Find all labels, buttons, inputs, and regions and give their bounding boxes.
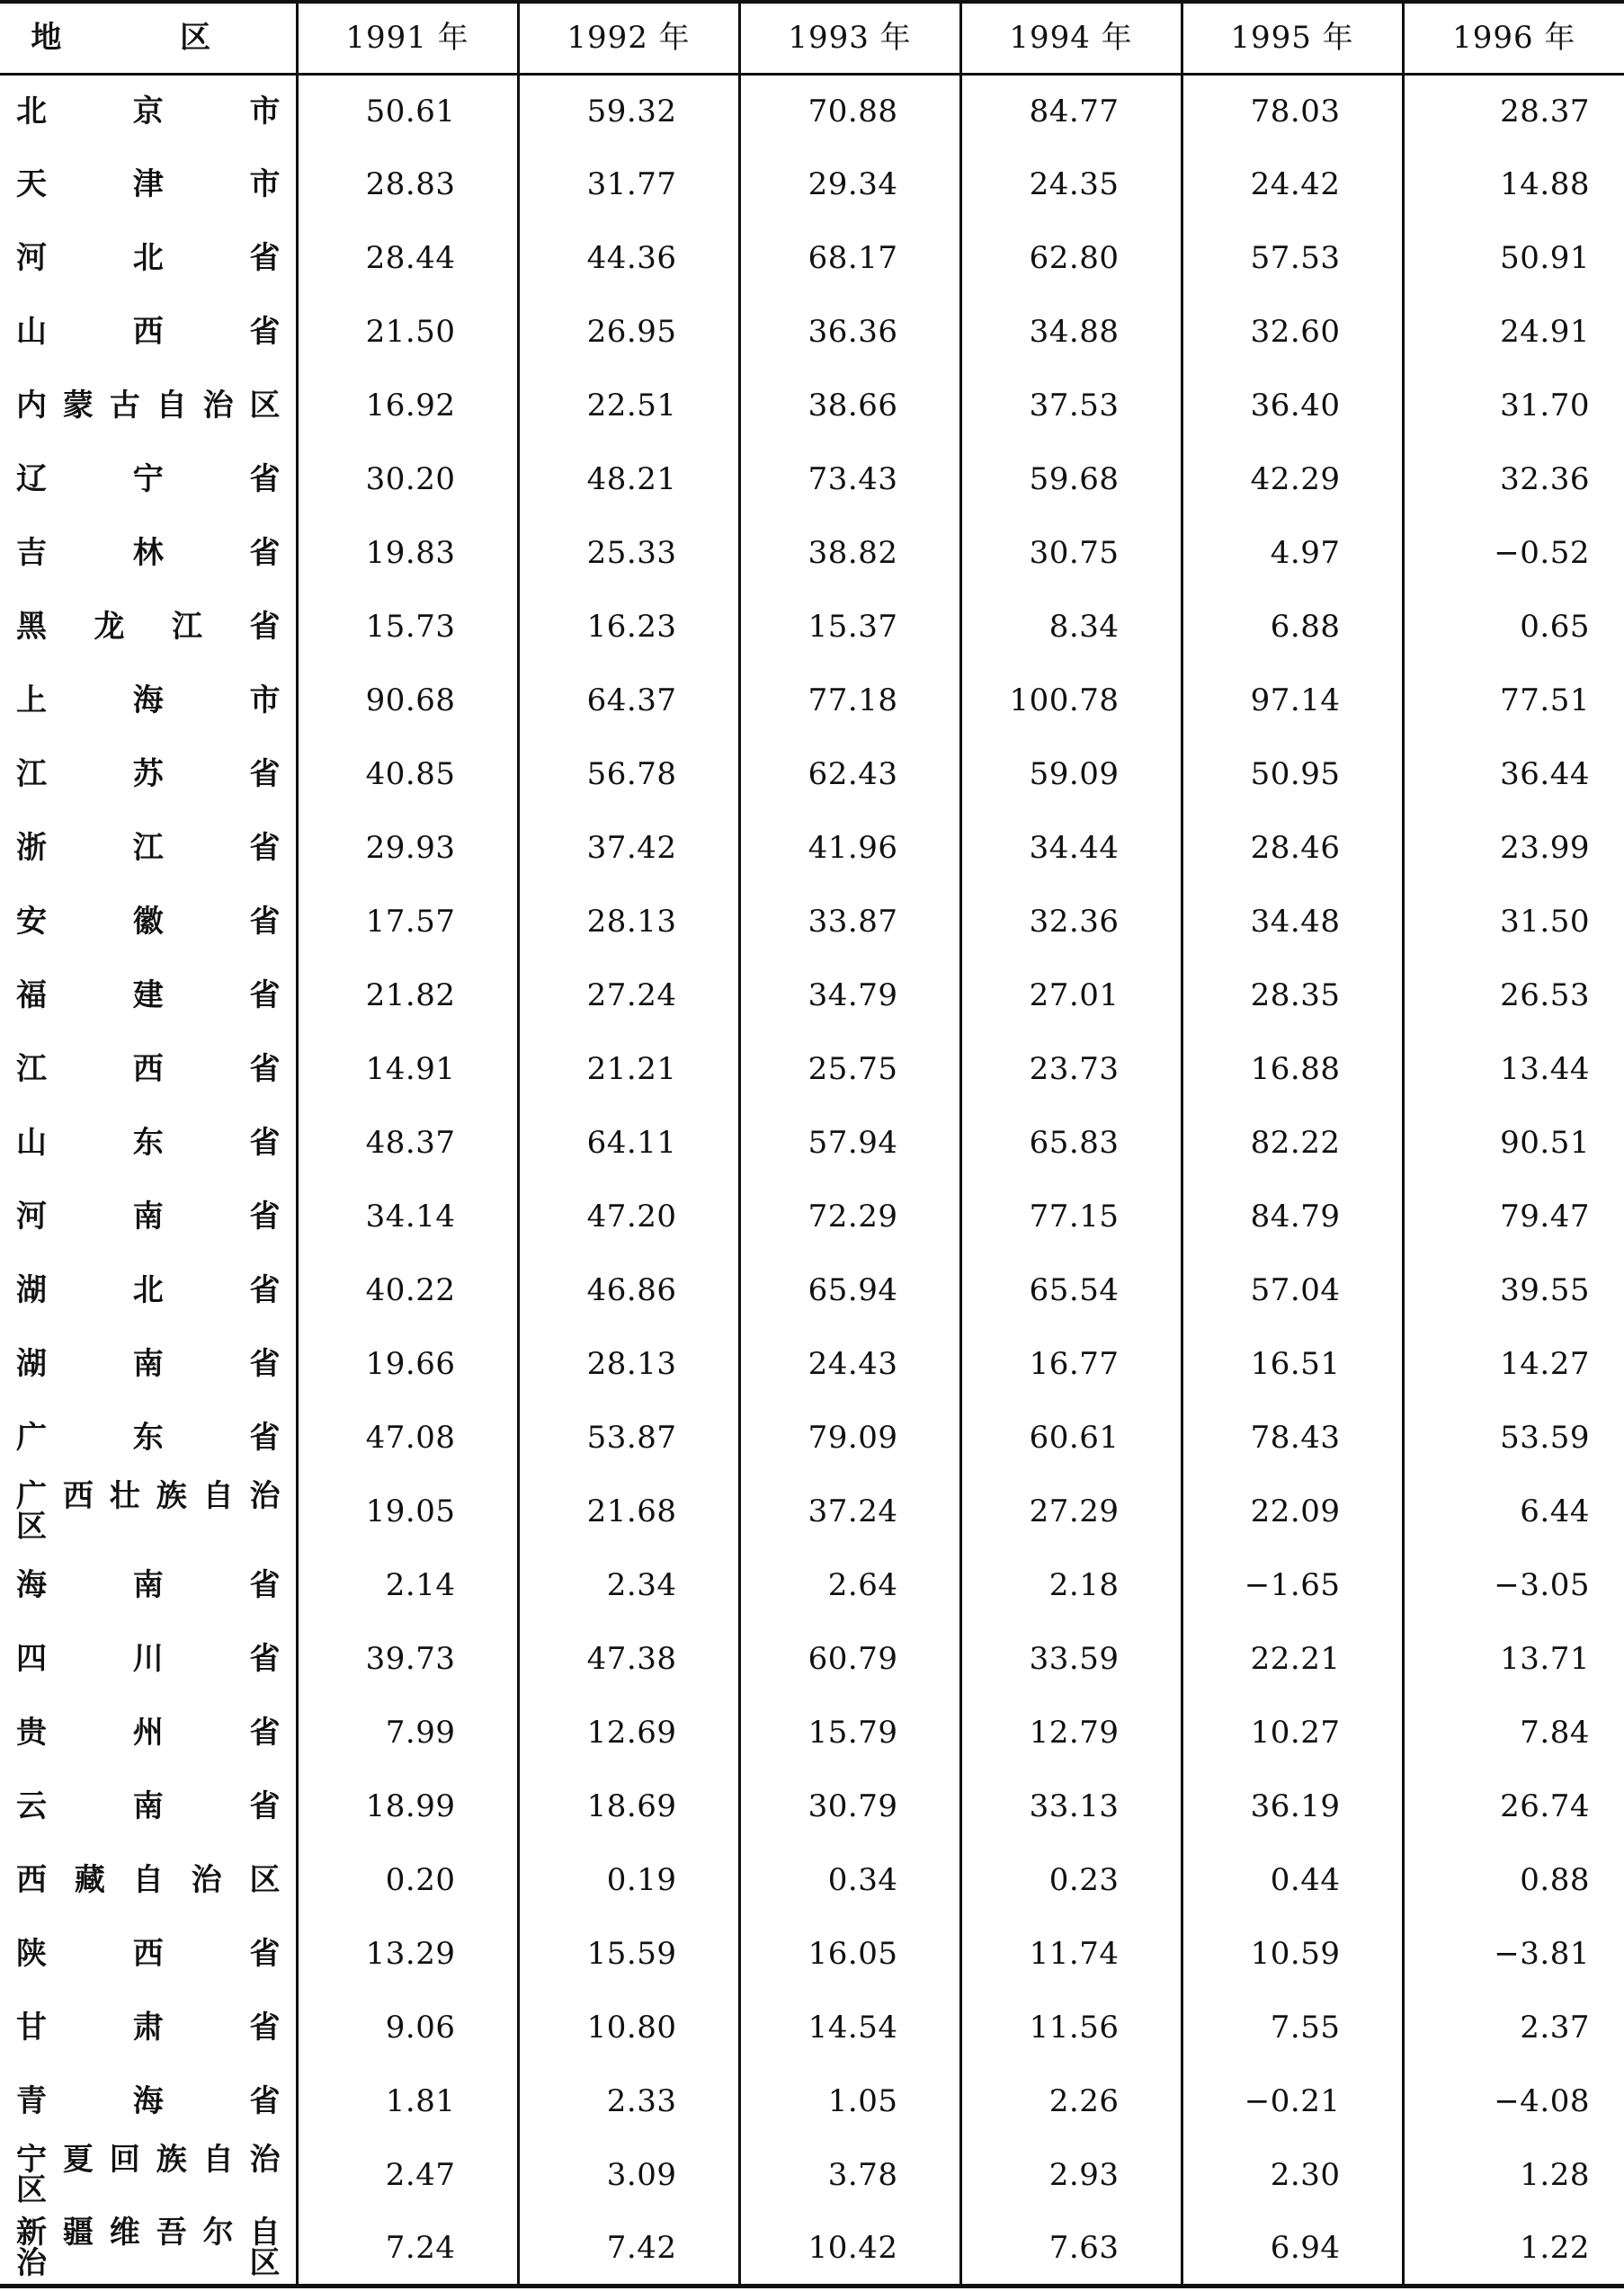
table-header [0,2,1624,74]
region-name: 青 海 省 [16,2083,281,2119]
value-cell: 19.66 [297,1327,518,1401]
column-header-label: 1996 年 [1452,20,1576,57]
header-row [0,2,1624,74]
value-cell: 15.59 [518,1917,739,1991]
value-cell: 16.92 [297,369,518,442]
value-cell: −3.81 [1403,1917,1624,1991]
region-cell [0,147,297,221]
table-row [0,1843,1624,1917]
value-cell: 77.18 [739,664,960,737]
region-name: 宁 夏 回 族 自 治 区 [16,2142,281,2208]
column-header-label: 1991 年 [345,20,469,57]
value-cell: 57.94 [739,1106,960,1180]
region-cell [0,958,297,1032]
value-cell: 17.57 [297,885,518,958]
value-cell: 24.91 [1403,295,1624,369]
value-cell: 29.34 [739,147,960,221]
value-cell: 2.33 [518,2064,739,2138]
value-cell: 60.79 [739,1622,960,1696]
region-name: 湖 北 省 [16,1272,281,1308]
table-row [0,2212,1624,2286]
region-name: 四 川 省 [16,1641,281,1677]
value-cell: 12.69 [518,1696,739,1770]
value-cell: 36.19 [1182,1770,1403,1843]
column-header-year [960,2,1182,74]
value-cell: 79.09 [739,1401,960,1475]
region-name: 浙 江 省 [16,830,281,866]
value-cell: 46.86 [518,1253,739,1327]
region-cell [0,369,297,442]
region-cell [0,1032,297,1106]
value-cell: 38.82 [739,516,960,590]
column-header-label: 1993 年 [788,20,912,57]
value-cell: 41.96 [739,811,960,885]
table-row [0,885,1624,958]
table-row [0,1475,1624,1548]
region-name: 天 津 市 [16,166,281,202]
value-cell: 4.97 [1182,516,1403,590]
value-cell: 1.05 [739,2064,960,2138]
region-cell [0,1475,297,1548]
region-name: 辽 宁 省 [16,461,281,497]
value-cell: 50.95 [1182,737,1403,811]
value-cell: 15.73 [297,590,518,664]
value-cell: 11.74 [960,1917,1182,1991]
region-cell [0,2064,297,2138]
value-cell: 21.82 [297,958,518,1032]
value-cell: 53.59 [1403,1401,1624,1475]
value-cell: 24.43 [739,1327,960,1401]
value-cell: 21.50 [297,295,518,369]
value-cell: 21.21 [518,1032,739,1106]
table-body [0,74,1624,2286]
region-cell [0,1917,297,1991]
value-cell: 0.23 [960,1843,1182,1917]
value-cell: 11.56 [960,1991,1182,2064]
value-cell: 31.50 [1403,885,1624,958]
value-cell: 30.20 [297,442,518,516]
value-cell: 28.13 [518,885,739,958]
table-row [0,958,1624,1032]
value-cell: 78.03 [1182,74,1403,147]
region-cell [0,590,297,664]
value-cell: 37.42 [518,811,739,885]
region-name: 内 蒙 古 自 治 区 [16,388,281,423]
value-cell: 70.88 [739,74,960,147]
region-name: 海 南 省 [16,1567,281,1603]
region-cell [0,1548,297,1622]
value-cell: 40.85 [297,737,518,811]
region-name: 贵 州 省 [16,1715,281,1751]
value-cell: 22.51 [518,369,739,442]
value-cell: 40.22 [297,1253,518,1327]
column-header-year [297,2,518,74]
value-cell: 10.80 [518,1991,739,2064]
value-cell: 53.87 [518,1401,739,1475]
table-row [0,1770,1624,1843]
value-cell: 33.13 [960,1770,1182,1843]
value-cell: 77.15 [960,1180,1182,1253]
value-cell: 42.29 [1182,442,1403,516]
region-name: 山 西 省 [16,314,281,350]
value-cell: 32.36 [960,885,1182,958]
value-cell: 47.08 [297,1401,518,1475]
table-row [0,2138,1624,2212]
table-row [0,147,1624,221]
value-cell: 59.09 [960,737,1182,811]
region-cell [0,1622,297,1696]
region-cell [0,1401,297,1475]
value-cell: −0.21 [1182,2064,1403,2138]
value-cell: 0.34 [739,1843,960,1917]
region-cell [0,1327,297,1401]
value-cell: 65.54 [960,1253,1182,1327]
region-cell [0,1696,297,1770]
value-cell: 28.46 [1182,811,1403,885]
region-cell [0,442,297,516]
region-cell [0,664,297,737]
value-cell: 13.71 [1403,1622,1624,1696]
value-cell: −3.05 [1403,1548,1624,1622]
value-cell: 28.37 [1403,74,1624,147]
value-cell: 72.29 [739,1180,960,1253]
column-header-year [1403,2,1624,74]
value-cell: 0.19 [518,1843,739,1917]
table-row [0,1401,1624,1475]
region-name: 广 东 省 [16,1420,281,1456]
value-cell: 19.83 [297,516,518,590]
value-cell: 36.36 [739,295,960,369]
value-cell: 73.43 [739,442,960,516]
region-name: 新 疆 维 吾 尔 自 治 区 [16,2214,281,2281]
value-cell: 14.27 [1403,1327,1624,1401]
value-cell: 7.99 [297,1696,518,1770]
region-cell [0,1180,297,1253]
region-name: 福 建 省 [16,977,281,1013]
region-name: 山 东 省 [16,1125,281,1161]
value-cell: 8.34 [960,590,1182,664]
table-row [0,1032,1624,1106]
value-cell: 57.53 [1182,221,1403,295]
value-cell: 22.21 [1182,1622,1403,1696]
value-cell: 2.64 [739,1548,960,1622]
region-name: 甘 肃 省 [16,2010,281,2046]
value-cell: 37.24 [739,1475,960,1548]
value-cell: 100.78 [960,664,1182,737]
value-cell: 26.53 [1403,958,1624,1032]
value-cell: 27.24 [518,958,739,1032]
value-cell: 7.24 [297,2212,518,2286]
value-cell: 0.88 [1403,1843,1624,1917]
value-cell: 59.32 [518,74,739,147]
region-name: 河 南 省 [16,1199,281,1235]
region-name: 西 藏 自 治 区 [16,1862,281,1898]
value-cell: 0.20 [297,1843,518,1917]
value-cell: 56.78 [518,737,739,811]
region-name: 江 苏 省 [16,756,281,792]
value-cell: 7.84 [1403,1696,1624,1770]
value-cell: 2.37 [1403,1991,1624,2064]
value-cell: 6.88 [1182,590,1403,664]
value-cell: 97.14 [1182,664,1403,737]
region-name: 北 京 市 [16,93,281,129]
column-header-year [518,2,739,74]
value-cell: 48.37 [297,1106,518,1180]
table-row [0,1696,1624,1770]
table-row [0,1917,1624,1991]
value-cell: −4.08 [1403,2064,1624,2138]
value-cell: 2.34 [518,1548,739,1622]
value-cell: 28.83 [297,147,518,221]
value-cell: 62.43 [739,737,960,811]
table-row [0,1180,1624,1253]
value-cell: 19.05 [297,1475,518,1548]
column-header-year [739,2,960,74]
value-cell: 59.68 [960,442,1182,516]
region-name: 安 徽 省 [16,904,281,940]
value-cell: 64.37 [518,664,739,737]
region-cell [0,1991,297,2064]
value-cell: 13.44 [1403,1032,1624,1106]
value-cell: 2.47 [297,2138,518,2212]
table-row [0,516,1624,590]
value-cell: 32.36 [1403,442,1624,516]
value-cell: 1.81 [297,2064,518,2138]
region-cell [0,811,297,885]
value-cell: 30.75 [960,516,1182,590]
table-row [0,737,1624,811]
value-cell: 65.83 [960,1106,1182,1180]
value-cell: 3.78 [739,2138,960,2212]
value-cell: 31.77 [518,147,739,221]
region-name: 吉 林 省 [16,535,281,571]
value-cell: 25.33 [518,516,739,590]
value-cell: 30.79 [739,1770,960,1843]
value-cell: 9.06 [297,1991,518,2064]
value-cell: 15.79 [739,1696,960,1770]
value-cell: 29.93 [297,811,518,885]
value-cell: 90.51 [1403,1106,1624,1180]
column-header-label: 1992 年 [567,20,691,57]
table-row [0,295,1624,369]
table-row [0,1327,1624,1401]
value-cell: 16.77 [960,1327,1182,1401]
value-cell: 23.73 [960,1032,1182,1106]
value-cell: 50.91 [1403,221,1624,295]
value-cell: 90.68 [297,664,518,737]
value-cell: 16.23 [518,590,739,664]
value-cell: 84.77 [960,74,1182,147]
table-row [0,221,1624,295]
value-cell: 47.20 [518,1180,739,1253]
region-cell [0,1253,297,1327]
value-cell: 14.91 [297,1032,518,1106]
value-cell: 0.44 [1182,1843,1403,1917]
value-cell: 31.70 [1403,369,1624,442]
value-cell: 34.14 [297,1180,518,1253]
value-cell: 16.05 [739,1917,960,1991]
value-cell: 1.28 [1403,2138,1624,2212]
table-row [0,1548,1624,1622]
region-cell [0,221,297,295]
value-cell: 77.51 [1403,664,1624,737]
value-cell: 82.22 [1182,1106,1403,1180]
value-cell: 10.27 [1182,1696,1403,1770]
table-row [0,74,1624,147]
region-cell [0,74,297,147]
value-cell: 15.37 [739,590,960,664]
table-row [0,664,1624,737]
value-cell: 37.53 [960,369,1182,442]
value-cell: 13.29 [297,1917,518,1991]
region-name: 上 海 市 [16,682,281,718]
table-row [0,811,1624,885]
column-header-label: 地 区 [31,20,265,57]
value-cell: 33.87 [739,885,960,958]
value-cell: 22.09 [1182,1475,1403,1548]
value-cell: 18.69 [518,1770,739,1843]
region-cell [0,885,297,958]
value-cell: 10.59 [1182,1917,1403,1991]
region-name: 广 西 壮 族 自 治 区 [16,1478,281,1545]
value-cell: 44.36 [518,221,739,295]
value-cell: 64.11 [518,1106,739,1180]
column-header-year [1182,2,1403,74]
table-row [0,442,1624,516]
region-cell [0,1106,297,1180]
value-cell: 6.44 [1403,1475,1624,1548]
table-row [0,369,1624,442]
region-name: 湖 南 省 [16,1346,281,1382]
value-cell: 36.44 [1403,737,1624,811]
region-name: 陕 西 省 [16,1936,281,1972]
region-cell [0,2138,297,2212]
value-cell: 28.44 [297,221,518,295]
value-cell: 39.73 [297,1622,518,1696]
value-cell: 10.42 [739,2212,960,2286]
value-cell: 33.59 [960,1622,1182,1696]
value-cell: 18.99 [297,1770,518,1843]
value-cell: 14.54 [739,1991,960,2064]
value-cell: 2.18 [960,1548,1182,1622]
value-cell: 1.22 [1403,2212,1624,2286]
region-cell [0,2212,297,2286]
value-cell: 26.95 [518,295,739,369]
value-cell: 34.44 [960,811,1182,885]
region-cell [0,516,297,590]
value-cell: 50.61 [297,74,518,147]
region-name: 河 北 省 [16,240,281,276]
value-cell: 36.40 [1182,369,1403,442]
table-row [0,2064,1624,2138]
value-cell: 57.04 [1182,1253,1403,1327]
value-cell: 16.88 [1182,1032,1403,1106]
value-cell: 2.93 [960,2138,1182,2212]
value-cell: 14.88 [1403,147,1624,221]
column-header-label: 1995 年 [1230,20,1354,57]
table-row [0,1991,1624,2064]
value-cell: 60.61 [960,1401,1182,1475]
region-cell [0,1843,297,1917]
value-cell: 2.30 [1182,2138,1403,2212]
value-cell: 65.94 [739,1253,960,1327]
value-cell: 6.94 [1182,2212,1403,2286]
value-cell: 34.48 [1182,885,1403,958]
value-cell: −1.65 [1182,1548,1403,1622]
region-name: 黑 龙 江 省 [16,609,281,645]
value-cell: 28.35 [1182,958,1403,1032]
value-cell: 78.43 [1182,1401,1403,1475]
column-header-label: 1994 年 [1009,20,1133,57]
region-cell [0,737,297,811]
value-cell: 16.51 [1182,1327,1403,1401]
value-cell: 62.80 [960,221,1182,295]
region-cell [0,1770,297,1843]
region-name: 江 西 省 [16,1051,281,1087]
value-cell: 2.26 [960,2064,1182,2138]
value-cell: 7.42 [518,2212,739,2286]
value-cell: −0.52 [1403,516,1624,590]
value-cell: 21.68 [518,1475,739,1548]
value-cell: 68.17 [739,221,960,295]
value-cell: 0.65 [1403,590,1624,664]
value-cell: 25.75 [739,1032,960,1106]
table-row [0,1622,1624,1696]
value-cell: 32.60 [1182,295,1403,369]
column-header-region [0,2,297,74]
table-row [0,590,1624,664]
value-cell: 48.21 [518,442,739,516]
value-cell: 24.35 [960,147,1182,221]
value-cell: 27.29 [960,1475,1182,1548]
region-name: 云 南 省 [16,1788,281,1824]
value-cell: 47.38 [518,1622,739,1696]
value-cell: 38.66 [739,369,960,442]
value-cell: 34.79 [739,958,960,1032]
value-cell: 34.88 [960,295,1182,369]
value-cell: 23.99 [1403,811,1624,885]
value-cell: 3.09 [518,2138,739,2212]
value-cell: 7.55 [1182,1991,1403,2064]
value-cell: 7.63 [960,2212,1182,2286]
value-cell: 39.55 [1403,1253,1624,1327]
value-cell: 84.79 [1182,1180,1403,1253]
table-row [0,1253,1624,1327]
value-cell: 27.01 [960,958,1182,1032]
table-row [0,1106,1624,1180]
value-cell: 24.42 [1182,147,1403,221]
value-cell: 26.74 [1403,1770,1624,1843]
value-cell: 12.79 [960,1696,1182,1770]
region-cell [0,295,297,369]
value-cell: 79.47 [1403,1180,1624,1253]
value-cell: 2.14 [297,1548,518,1622]
value-cell: 28.13 [518,1327,739,1401]
